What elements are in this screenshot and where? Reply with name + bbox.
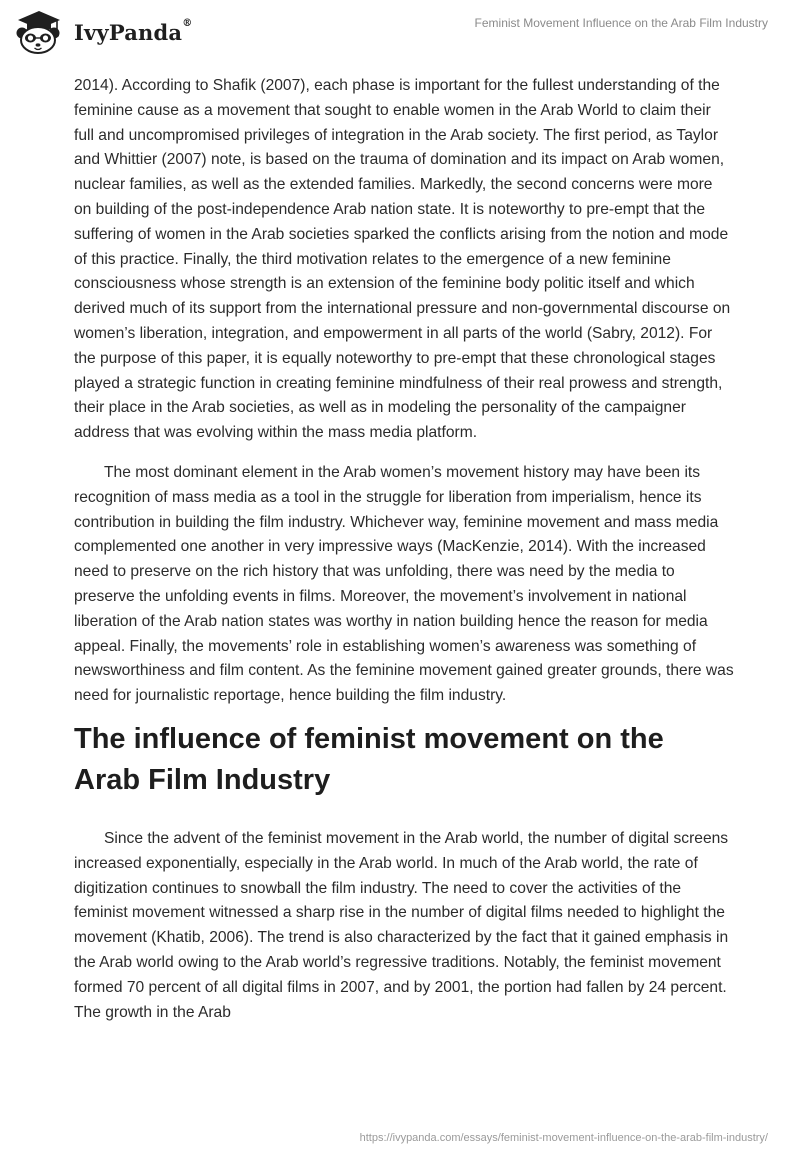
panda-graduate-logo-icon xyxy=(12,8,64,54)
document-title: Feminist Movement Influence on the Arab Film Industry xyxy=(474,16,768,30)
essay-body xyxy=(74,74,734,1025)
paragraph-1: 2014). According to Shafik (2007), each phase is important for the fullest understanding of the feminine cause as a movement that sought to enable women in the Arab World to claim their full and uncompromised privileges of integration in the Arab society. The first period, as Taylor and Whittier (2007) note, is based on the trauma of domination and its impact on Arab women, nuclear families, as well as the extended families. Markedly, the second concerns were more on building of the post-independence Arab nation state. It is noteworthy to pre-empt that the suffering of women in the Arab societies sparked the conflicts arising from the notion and mode of this practice. Finally, the third motivation relates to the emergence of a new feminine consciousness whose strength is an extension of the feminine body politic itself and which derived much of its support from the international pressure and non-governmental discourse on women’s liberation, integration, and empowerment in all parts of the world (Sabry, 2012). For the purpose of this paper, it is equally noteworthy to pre-empt that these chronological stages played a strategic function in creating feminine mindfulness of their real prowess and strength, their place in the Arab societies, as well as in modeling the personality of the campaigner address that was evolving within the mass media platform. xyxy=(74,77,731,442)
brand-name: IvyPanda® xyxy=(74,17,193,45)
paragraph-2: The most dominant element in the Arab women’s movement history may have been its recognition of mass media as a tool in the struggle for liberation from imperialism, hence its contribution in building the film industry. Whichever way, feminine movement and mass media complemented one another in very impressive ways (MacKenzie, 2014). With the increased need to preserve on the rich history that was unfolding, there was need by the media to preserve the unfolding events in films. Moreover, the movement’s involvement in national liberation of the Arab nation states was worthy in nation building hence the reason for media appeal. Finally, the movements’ role in establishing women’s awareness was something of newsworthiness and film content. As the feminine movement gained greater grounds, there was need for journalistic reportage, hence building the film industry. xyxy=(74,463,734,705)
brand-logo[interactable] xyxy=(12,8,192,54)
paragraph-3: Since the advent of the feminist movement in the Arab world, the number of digital screens increased exponentially, especially in the Arab world. In much of the Arab world, the rate of digitization continues to snowball the film industry. The need to cover the activities of the feminist movement witnessed a sharp rise in the number of digital films needed to highlight the movement (Khatib, 2006). The trend is also characterized by the fact that it gained emphasis in the Arab world owing to the Arab world’s regressive traditions. Notably, the feminist movement formed 70 percent of all digital films in 2007, and by 2001, the portion had fallen by 24 percent. The growth in the Arab xyxy=(74,829,729,1021)
page-header xyxy=(0,0,800,64)
section-heading: The influence of feminist movement on the Arab Film Industry xyxy=(74,722,664,796)
source-url[interactable]: https://ivypanda.com/essays/feminist-movement-influence-on-the-arab-film-industry/ xyxy=(359,1132,768,1144)
registered-mark: ® xyxy=(182,17,193,29)
